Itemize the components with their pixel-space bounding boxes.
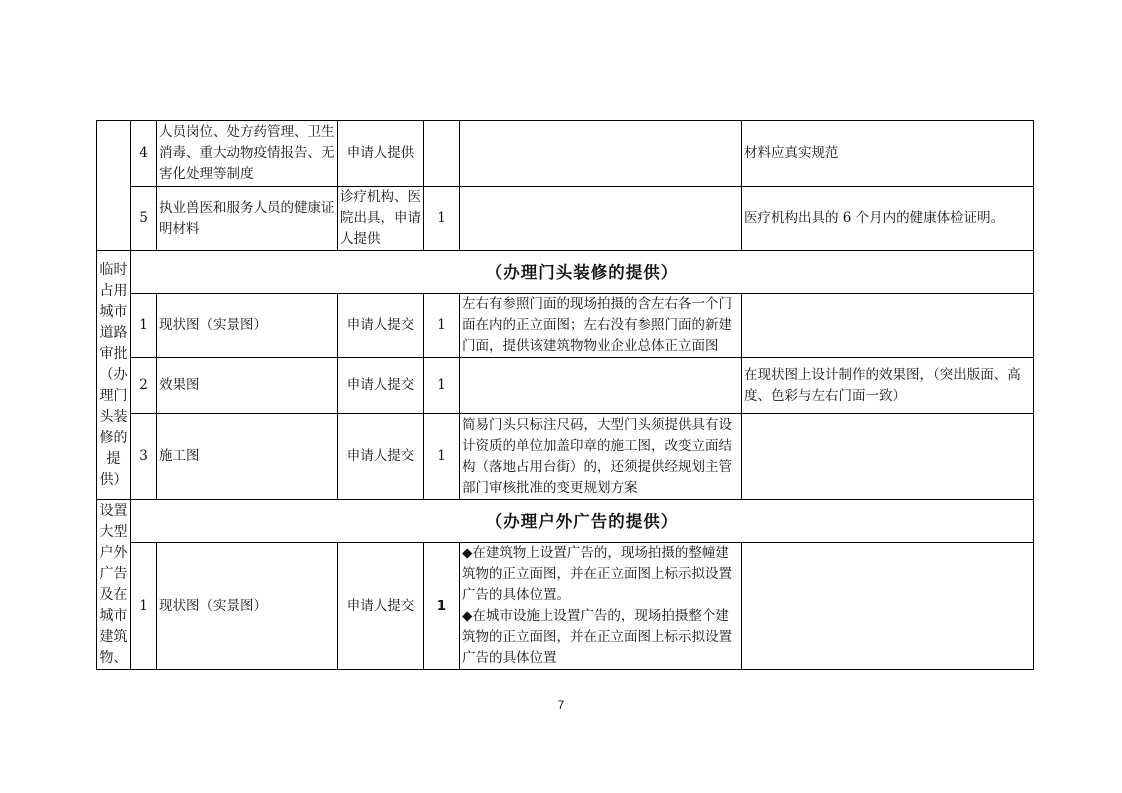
materials-table xyxy=(96,120,1034,670)
row-number: 1 xyxy=(131,543,157,670)
section-heading-row xyxy=(97,500,1034,543)
note: 医疗机构出具的 6 个月内的健康体检证明。 xyxy=(742,187,1034,251)
note xyxy=(742,414,1034,500)
copies xyxy=(424,121,460,187)
section-heading-row xyxy=(97,251,1034,294)
section-heading: （办理户外广告的提供） xyxy=(131,500,1034,543)
row-number: 4 xyxy=(131,121,157,187)
requirement xyxy=(460,358,742,414)
material-source: 诊疗机构、医院出具，申请人提供 xyxy=(338,187,424,251)
table-row xyxy=(97,187,1034,251)
material-name: 施工图 xyxy=(157,414,338,500)
copies: 1 xyxy=(424,187,460,251)
material-source: 申请人提交 xyxy=(338,294,424,358)
row-number: 1 xyxy=(131,294,157,358)
category-cell-blank xyxy=(97,121,131,251)
requirement: ◆在建筑物上设置广告的，现场拍摄的整幢建筑物的正立面图，并在正立面图上标示拟设置广告的具体位置。 ◆在城市设施上设置广告的，现场拍摄整个建筑物的正立面图，并在正立面图上标示拟设置广告的具体位置 xyxy=(460,543,742,670)
table-row xyxy=(97,414,1034,500)
requirement xyxy=(460,187,742,251)
material-source: 申请人提交 xyxy=(338,358,424,414)
row-number: 3 xyxy=(131,414,157,500)
category-cell: 设置大型户外广告及在城市建筑物、 xyxy=(97,500,131,670)
note xyxy=(742,294,1034,358)
material-name: 现状图（实景图） xyxy=(157,294,338,358)
category-cell: 临时占用城市道路审批（办理门头装修的提供） xyxy=(97,251,131,500)
material-name: 人员岗位、处方药管理、卫生消毒、重大动物疫情报告、无害化处理等制度 xyxy=(157,121,338,187)
material-source: 申请人提交 xyxy=(338,414,424,500)
copies: 1 xyxy=(424,414,460,500)
page-number: 7 xyxy=(557,698,565,712)
material-name: 现状图（实景图） xyxy=(157,543,338,670)
table-row xyxy=(97,294,1034,358)
requirement xyxy=(460,121,742,187)
copies: 1 xyxy=(424,358,460,414)
material-name: 执业兽医和服务人员的健康证明材料 xyxy=(157,187,338,251)
row-number: 2 xyxy=(131,358,157,414)
note xyxy=(742,543,1034,670)
requirement: 左右有参照门面的现场拍摄的含左右各一个门面在内的正立面图；左右没有参照门面的新建门面，提供该建筑物物业企业总体正立面图 xyxy=(460,294,742,358)
material-source: 申请人提供 xyxy=(338,121,424,187)
table-row xyxy=(97,121,1034,187)
requirement: 简易门头只标注尺码，大型门头须提供具有设计资质的单位加盖印章的施工图，改变立面结构（落地占用台街）的，还须提供经规划主管部门审核批准的变更规划方案 xyxy=(460,414,742,500)
copies: 1 xyxy=(424,294,460,358)
material-source: 申请人提交 xyxy=(338,543,424,670)
table-row xyxy=(97,543,1034,670)
section-heading: （办理门头装修的提供） xyxy=(131,251,1034,294)
note: 材料应真实规范 xyxy=(742,121,1034,187)
copies: 1 xyxy=(424,543,460,670)
note: 在现状图上设计制作的效果图，（突出版面、高度、色彩与左右门面一致） xyxy=(742,358,1034,414)
table-row xyxy=(97,358,1034,414)
row-number: 5 xyxy=(131,187,157,251)
material-name: 效果图 xyxy=(157,358,338,414)
